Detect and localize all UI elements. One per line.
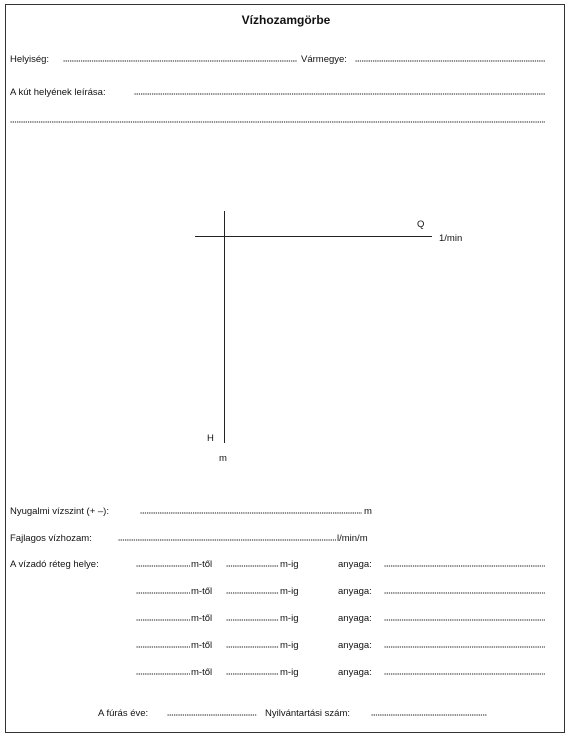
q-axis-label: Q — [417, 219, 425, 230]
aquifer-from-suffix: m-től — [191, 613, 213, 624]
h-axis-label: H — [207, 433, 214, 444]
registry-number-field[interactable] — [371, 714, 487, 716]
aquifer-from-field[interactable] — [136, 592, 190, 594]
aquifer-material-label: anyaga: — [338, 559, 372, 570]
specific-yield-label: Fajlagos vízhozam: — [10, 533, 92, 544]
county-label: Vármegye: — [301, 54, 347, 65]
aquifer-to-suffix: m-ig — [280, 559, 299, 570]
aquifer-to-field[interactable] — [226, 673, 279, 675]
aquifer-to-field[interactable] — [226, 565, 279, 567]
aquifer-from-suffix: m-től — [191, 586, 213, 597]
aquifer-from-field[interactable] — [136, 619, 190, 621]
aquifer-material-label: anyaga: — [338, 667, 372, 678]
aquifer-material-field[interactable] — [384, 592, 545, 594]
aquifer-from-suffix: m-től — [191, 667, 213, 678]
aquifer-material-field[interactable] — [384, 646, 545, 648]
aquifer-from-field[interactable] — [136, 565, 190, 567]
drilling-year-field[interactable] — [167, 714, 257, 716]
static-level-unit: m — [364, 506, 372, 517]
specific-yield-field[interactable] — [118, 539, 336, 541]
aquifer-to-suffix: m-ig — [280, 586, 299, 597]
aquifer-to-suffix: m-ig — [280, 640, 299, 651]
aquifer-material-label: anyaga: — [338, 640, 372, 651]
well-location-field[interactable] — [134, 93, 545, 95]
aquifer-material-field[interactable] — [384, 619, 545, 621]
aquifer-material-field[interactable] — [384, 673, 545, 675]
well-location-field-line2[interactable] — [10, 121, 545, 123]
aquifer-from-field[interactable] — [136, 646, 190, 648]
aquifer-to-suffix: m-ig — [280, 667, 299, 678]
drilling-year-label: A fúrás éve: — [98, 708, 149, 719]
county-field[interactable] — [355, 60, 545, 62]
registry-number-label: Nyilvántartási szám: — [265, 708, 350, 719]
form-title: Vízhozamgörbe — [241, 13, 331, 27]
aquifer-to-field[interactable] — [226, 619, 279, 621]
h-axis-unit: m — [219, 453, 227, 464]
well-location-label: A kút helyének leírása: — [10, 87, 106, 98]
aquifer-from-suffix: m-től — [191, 559, 213, 570]
q-axis-unit: 1/min — [439, 233, 463, 244]
aquifer-material-field[interactable] — [384, 565, 545, 567]
aquifer-label: A vízadó réteg helye: — [10, 559, 99, 570]
static-level-label: Nyugalmi vízszint (+ –): — [10, 506, 109, 517]
aquifer-from-suffix: m-től — [191, 640, 213, 651]
aquifer-material-label: anyaga: — [338, 613, 372, 624]
aquifer-to-suffix: m-ig — [280, 613, 299, 624]
aquifer-from-field[interactable] — [136, 673, 190, 675]
static-level-field[interactable] — [140, 512, 362, 514]
locality-label: Helyiség: — [10, 54, 50, 65]
aquifer-to-field[interactable] — [226, 646, 279, 648]
locality-field[interactable] — [63, 60, 297, 62]
graph-vertical-axis — [224, 211, 225, 443]
aquifer-material-label: anyaga: — [338, 586, 372, 597]
aquifer-to-field[interactable] — [226, 592, 279, 594]
graph-horizontal-axis — [195, 236, 432, 237]
specific-yield-unit: l/min/m — [337, 533, 368, 544]
